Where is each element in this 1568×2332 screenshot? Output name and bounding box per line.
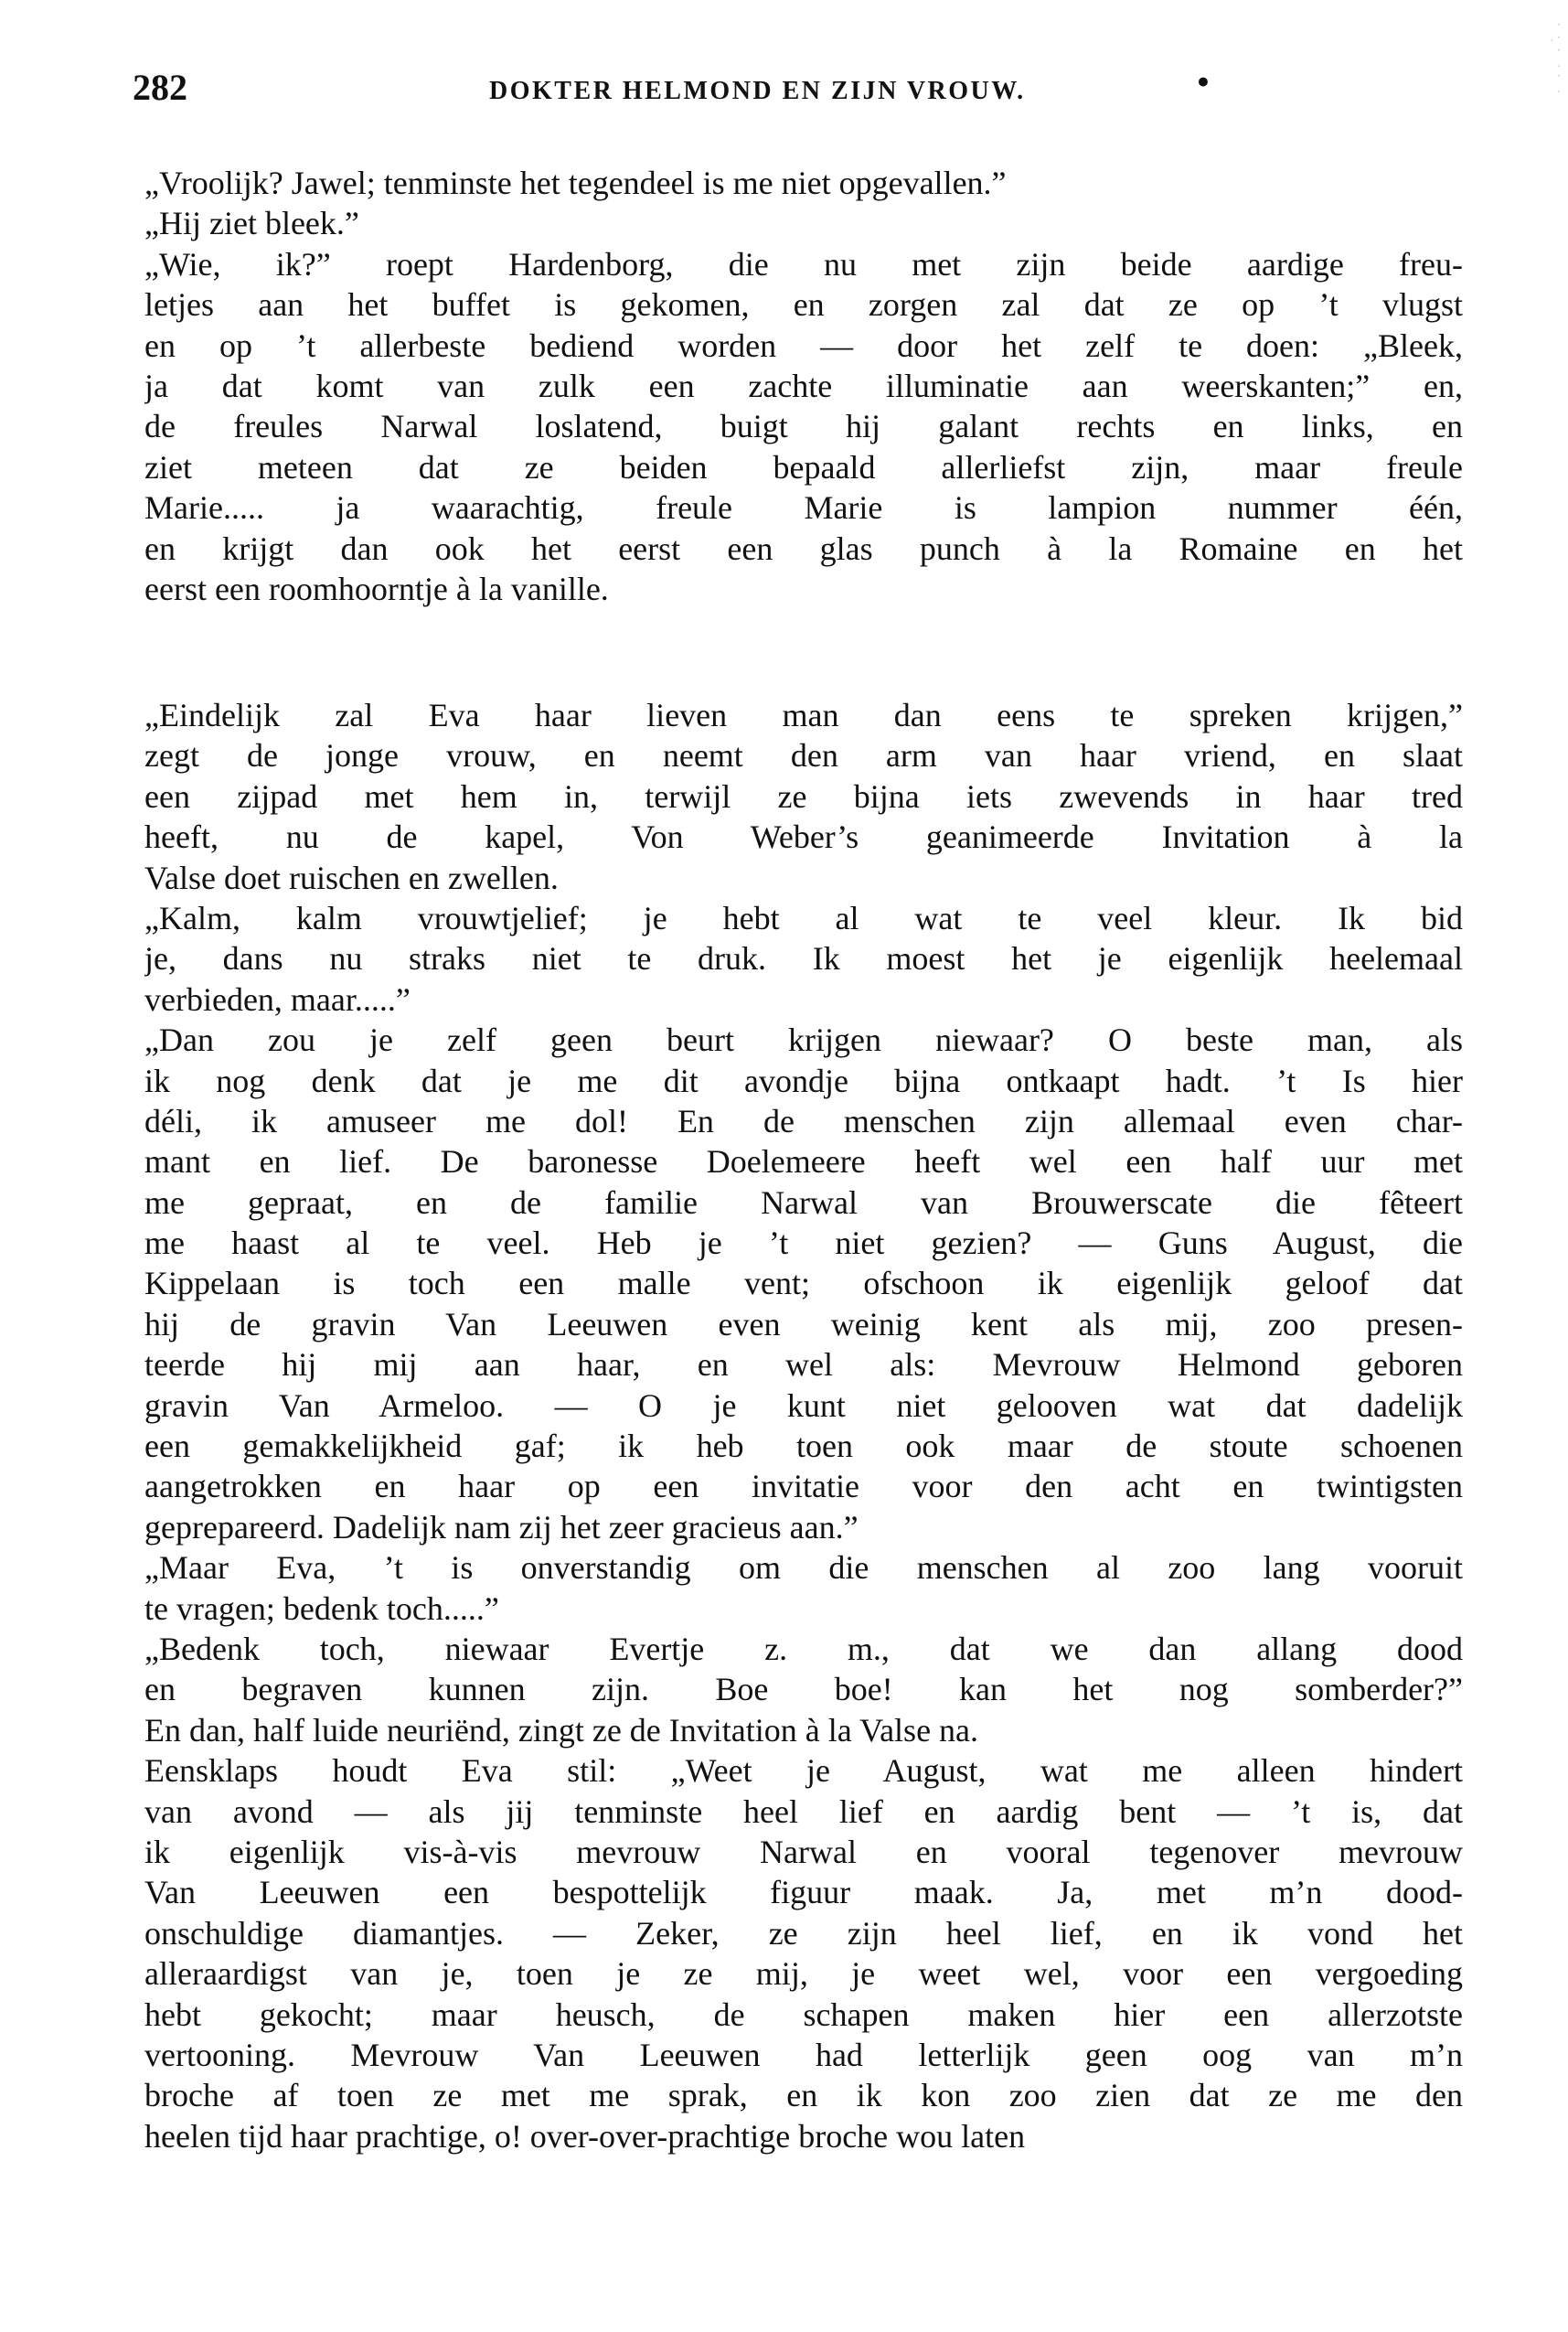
text-line: Kippelaan is toch een malle vent; ofschoon ik eigenlijk geloof dat: [144, 1265, 1463, 1302]
text-line: een zijpad met hem in, terwijl ze bijna iets zwevends in haar tred: [144, 777, 1463, 815]
text-line: van avond — als jij tenminste heel lief en aardig bent — ’t is, dat: [144, 1792, 1463, 1830]
text-line: alleraardigst van je, toen je ze mij, je weet wel, voor een vergoeding: [144, 1955, 1463, 1993]
text-line: aangetrokken en haar op een invitatie voor den acht en twintigsten: [144, 1468, 1463, 1505]
text-line: mant en lief. De baronesse Doelemeere heeft wel een half uur met: [144, 1143, 1463, 1181]
text-line: letjes aan het buffet is gekomen, en zorgen zal dat ze op ’t vlugst: [144, 286, 1463, 324]
text-line: Marie..... ja waarachtig, freule Marie is lampion nummer één,: [144, 489, 1463, 527]
text-line: „Kalm, kalm vrouwtjelief; je hebt al wat te veel kleur. Ik bid: [144, 899, 1463, 936]
scan-margin-specks: · . · · . · .: [1550, 18, 1561, 95]
text-line: geprepareerd. Dadelijk nam zij het zeer gracieus aan.”: [144, 1508, 859, 1546]
text-line: vertooning. Mevrouw Van Leeuwen had letterlijk geen oog van m’n: [144, 2036, 1463, 2073]
text-line: hebt gekocht; maar heusch, de schapen maken hier een allerzotste: [144, 1995, 1463, 2033]
text-line: Valse doet ruischen en zwellen.: [144, 859, 559, 896]
text-line: en begraven kunnen zijn. Boe boe! kan het nog somberder?”: [144, 1671, 1463, 1708]
text-line: ziet meteen dat ze beiden bepaald allerliefst zijn, maar freule: [144, 448, 1463, 486]
text-line: heeft, nu de kapel, Von Weber’s geanimeerde Invitation à la: [144, 818, 1463, 856]
page-header: [133, 66, 1458, 121]
text-line: Eensklaps houdt Eva stil: „Weet je August, wat me alleen hindert: [144, 1752, 1463, 1790]
paragraph-block-2: [144, 695, 1463, 2156]
text-line: de freules Narwal loslatend, buigt hij galant rechts en links, en: [144, 408, 1463, 445]
text-line: „Maar Eva, ’t is onverstandig om die menschen al zoo lang vooruit: [144, 1549, 1463, 1587]
text-line: en op ’t allerbeste bediend worden — door het zelf te doen: „Bleek,: [144, 326, 1463, 364]
text-line: „Eindelijk zal Eva haar lieven man dan eens te spreken krijgen,”: [144, 697, 1463, 733]
paragraph-block-1: [144, 163, 1463, 609]
text-line: déli, ik amuseer me dol! En de menschen zijn allemaal even char-: [144, 1102, 1463, 1139]
running-title: DOKTER HELMOND EN ZIJN VROUW.: [489, 77, 1026, 105]
text-line: een gemakkelijkheid gaf; ik heb toen ook maar de stoute schoenen: [144, 1428, 1463, 1465]
header-dot-mark: •: [1195, 68, 1211, 98]
text-line: me haast al te veel. Heb je ’t niet gezien? — Guns August, die: [144, 1225, 1463, 1262]
text-line: je, dans nu straks niet te druk. Ik moest het je eigenlijk heelemaal: [144, 940, 1463, 978]
text-line: te vragen; bedenk toch.....”: [144, 1589, 499, 1627]
text-line: broche af toen ze met me sprak, en ik kon zoo zien dat ze me den: [144, 2077, 1463, 2114]
text-line: en krijgt dan ook het eerst een glas punch à la Romaine en het: [144, 530, 1463, 567]
text-line: „Dan zou je zelf geen beurt krijgen niewaar? O beste man, als: [144, 1022, 1463, 1059]
text-line: „Hij ziet bleek.”: [144, 205, 359, 242]
text-line: En dan, half luide neuriënd, zingt ze de Invitation à la Valse na.: [144, 1711, 979, 1749]
text-line: ik eigenlijk vis-à-vis mevrouw Narwal en vooral tegenover mevrouw: [144, 1833, 1463, 1870]
text-line: zegt de jonge vrouw, en neemt den arm van haar vriend, en slaat: [144, 737, 1463, 775]
text-line: „Vroolijk? Jawel; tenminste het tegendeel is me niet opgevallen.”: [144, 165, 1007, 201]
text-line: ik nog denk dat je me dit avondje bijna ontkaapt hadt. ’t Is hier: [144, 1062, 1463, 1099]
text-line: Van Leeuwen een bespottelijk figuur maak. Ja, met m’n dood-: [144, 1874, 1463, 1911]
text-line: heelen tijd haar prachtige, o! over-over-prachtige broche wou laten: [144, 2117, 1026, 2155]
text-line: ja dat komt van zulk een zachte illuminatie aan weerskanten;” en,: [144, 367, 1463, 404]
text-line: hij de gravin Van Leeuwen even weinig kent als mij, zoo presen-: [144, 1305, 1463, 1343]
page-number: 282: [133, 67, 187, 108]
text-line: eerst een roomhoorntje à la vanille.: [144, 570, 609, 607]
text-line: me gepraat, en de familie Narwal van Brouwerscate die fêteert: [144, 1183, 1463, 1221]
text-line: onschuldige diamantjes. — Zeker, ze zijn heel lief, en ik vond het: [144, 1914, 1463, 1952]
text-line: „Bedenk toch, niewaar Evertje z. m., dat we dan allang dood: [144, 1630, 1463, 1667]
text-line: verbieden, maar.....”: [144, 980, 411, 1018]
text-line: „Wie, ik?” roept Hardenborg, die nu met zijn beide aardige freu-: [144, 245, 1463, 283]
text-line: teerde hij mij aan haar, en wel als: Mevrouw Helmond geboren: [144, 1346, 1463, 1384]
text-line: gravin Van Armeloo. — O je kunt niet gelooven wat dat dadelijk: [144, 1386, 1463, 1424]
